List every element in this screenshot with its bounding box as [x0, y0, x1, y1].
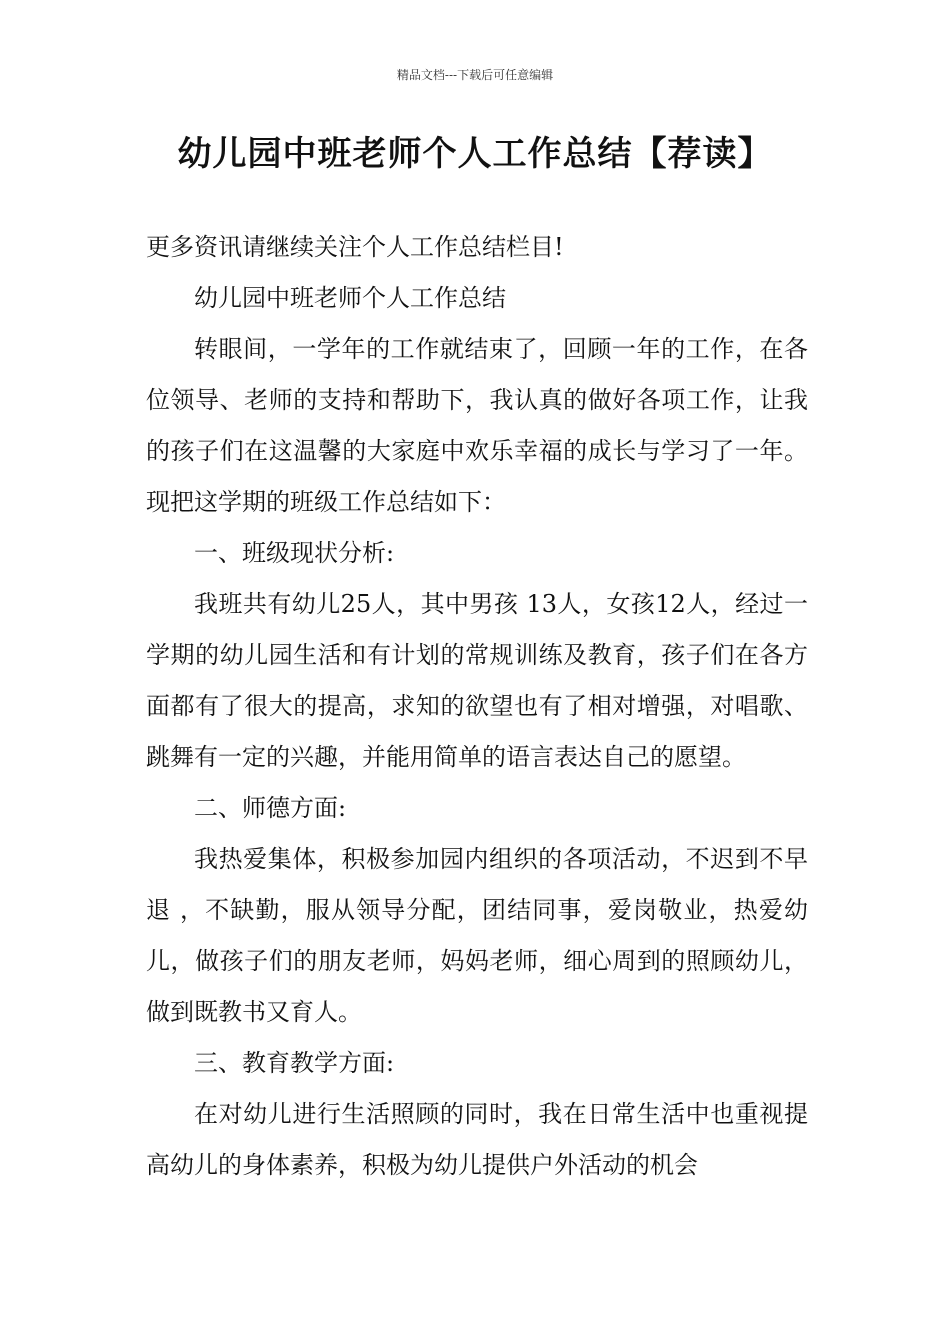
body-paragraph: 转眼间，一学年的工作就结束了，回顾一年的工作，在各位领导、老师的支持和帮助下，我认真的做好各项工作，让我的孩子们在这温馨的大家庭中欢乐幸福的成长与学习了一年。现把这学期的班级工作总结如下： [146, 335, 808, 516]
section-heading: 二、师德方面: [194, 794, 347, 822]
document-body [146, 222, 808, 1191]
body-paragraph: 我热爱集体，积极参加园内组织的各项活动，不迟到不早退 ，不缺勤，服从领导分配，团结同事，爱岗敬业，热爱幼儿，做孩子们的朋友老师，妈妈老师，细心周到的照顾幼儿，做到既教书又育人。 [146, 845, 808, 1026]
subtitle-paragraph: 幼儿园中班老师个人工作总结 [194, 284, 506, 312]
body-paragraph: 我班共有幼儿25人，其中男孩 13人，女孩12人，经过一学期的幼儿园生活和有计划的常规训练及教育，孩子们在各方面都有了很大的提高，求知的欲望也有了相对增强，对唱歌、跳舞有一定的兴趣，并能用简单的语言表达自己的愿望。 [146, 590, 808, 771]
intro-paragraph: 更多资讯请继续关注个人工作总结栏目! [146, 233, 564, 261]
section-heading: 一、班级现状分析: [194, 539, 395, 567]
header-note: 精品文档---下载后可任意编辑 [396, 68, 554, 82]
body-paragraph: 在对幼儿进行生活照顾的同时，我在日常生活中也重视提高幼儿的身体素养，积极为幼儿提供户外活动的机会 [146, 1100, 808, 1179]
document-title: 幼儿园中班老师个人工作总结【荐读】 [177, 134, 773, 174]
section-heading: 三、教育教学方面: [194, 1049, 395, 1077]
